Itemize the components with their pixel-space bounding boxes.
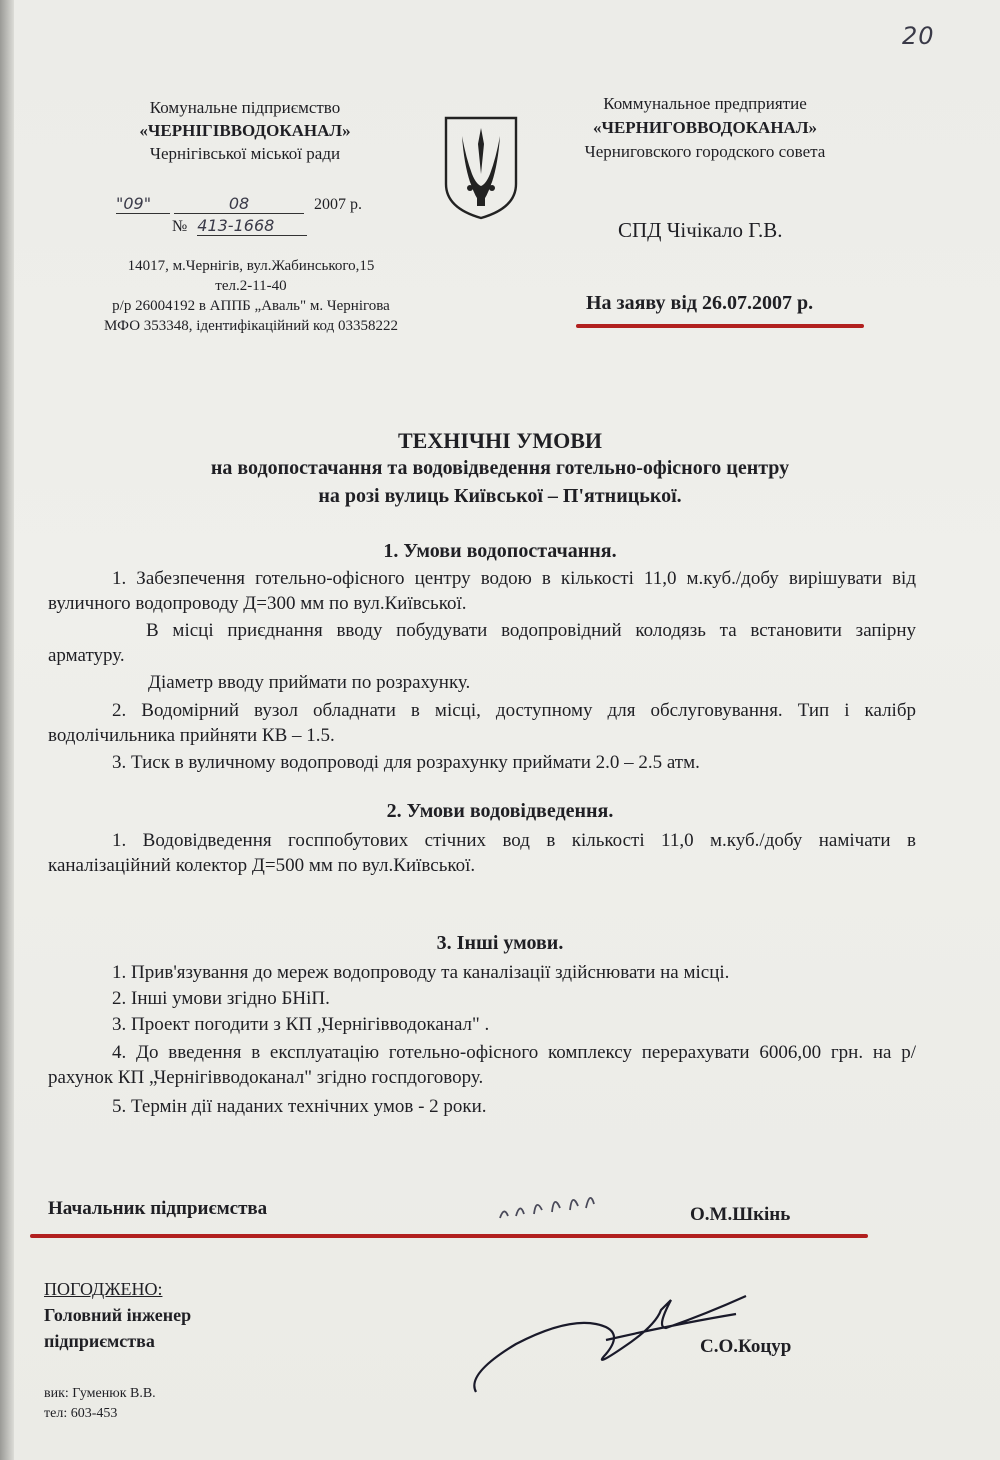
section-heading: 1. Умови водопостачання. bbox=[383, 540, 617, 562]
section-paragraph bbox=[48, 750, 916, 775]
subtitle-line: на розі вулиць Київської – П'ятницької. bbox=[318, 485, 682, 507]
address-line: тел.2-11-40 bbox=[215, 278, 287, 294]
registration-month: 08 bbox=[174, 194, 304, 214]
paragraph-text: 5. Термін дії наданих технічних умов - 2 роки. bbox=[112, 1096, 487, 1117]
section-paragraph bbox=[48, 670, 916, 695]
letterhead-ua-line3: Чернігівської міської ради bbox=[149, 144, 341, 163]
sender-address bbox=[66, 256, 436, 336]
request-underline bbox=[576, 324, 864, 328]
letterhead-ua-company: «ЧЕРНІГІВВОДОКАНАЛ» bbox=[139, 121, 351, 140]
section-paragraph bbox=[48, 828, 916, 878]
address-line: 14017, м.Чернігів, вул.Жабинського,15 bbox=[127, 258, 375, 274]
executor-line: тел: 603-453 bbox=[44, 1406, 118, 1421]
trident-emblem-icon bbox=[442, 114, 520, 222]
approval-role-line: підприємства bbox=[44, 1331, 155, 1351]
section-paragraph bbox=[48, 698, 916, 748]
section-paragraph bbox=[48, 960, 916, 985]
page-number: 20 bbox=[902, 22, 935, 50]
section-heading: 3. Інші умови. bbox=[436, 932, 564, 954]
section-heading: 2. Умови водовідведення. bbox=[386, 800, 614, 822]
paragraph-text: В місці приєднання вводу побудувати водопровідний колодязь та встановити запірну арматуру. bbox=[48, 620, 916, 666]
approval-block bbox=[44, 1276, 191, 1354]
paragraph-text: 2. Водомірний вузол обладнати в місці, доступному для обслуговування. Тип і калібр водолічильника прийняти КВ – 1.5. bbox=[48, 700, 916, 746]
signatory-role: Начальник підприємства bbox=[48, 1198, 268, 1219]
paragraph-text: 2. Інші умови згідно БНіП. bbox=[112, 988, 330, 1009]
letterhead-ru-company: «ЧЕРНИГОВВОДОКАНАЛ» bbox=[592, 118, 817, 137]
registration-number-label: № bbox=[172, 218, 188, 235]
registration-number: 413-1668 bbox=[197, 216, 307, 236]
signatory-name: О.М.Шкінь bbox=[690, 1204, 791, 1225]
request-reference: На заяву від 26.07.2007 р. bbox=[586, 292, 814, 314]
document-title: ТЕХНІЧНІ УМОВИ bbox=[397, 428, 603, 453]
section-paragraph bbox=[48, 986, 916, 1011]
paragraph-text: 3. Тиск в вуличному водопроводі для розрахунку приймати 2.0 – 2.5 атм. bbox=[112, 752, 700, 773]
registration-year: 2007 р. bbox=[314, 196, 362, 213]
letterhead-ru-line3: Черниговского городского совета bbox=[584, 142, 826, 161]
registration-day: "09" bbox=[116, 194, 170, 214]
executor-line: вик: Гуменюк В.В. bbox=[44, 1386, 156, 1401]
address-line: р/р 26004192 в АППБ „Аваль" м. Чернігова bbox=[112, 298, 390, 314]
address-line: МФО 353348, ідентифікаційний код 03358222 bbox=[104, 318, 398, 334]
signature-underline bbox=[30, 1234, 868, 1238]
section-paragraph bbox=[48, 1094, 916, 1119]
paragraph-text: Діаметр вводу приймати по розрахунку. bbox=[148, 672, 471, 693]
section-paragraph bbox=[48, 618, 916, 668]
director-signature-icon bbox=[490, 1186, 630, 1226]
paragraph-text: 1. Водовідведення госппобутових стічних вод в кількості 11,0 м.куб./добу намічати в каналізаційний колектор Д=500 мм по вул.Київської. bbox=[48, 830, 916, 876]
document-subtitle bbox=[60, 454, 940, 510]
section-paragraph bbox=[48, 1012, 916, 1037]
approval-label: ПОГОДЖЕНО: bbox=[44, 1279, 163, 1299]
section-paragraph bbox=[48, 1040, 916, 1090]
letterhead-ukrainian bbox=[80, 96, 410, 165]
paragraph-text: 1. Забезпечення готельно-офісного центру водою в кількості 11,0 м.куб./добу вирішувати від вуличного водопроводу Д=300 мм по вул.Київської. bbox=[48, 568, 916, 614]
chief-engineer-name: С.О.Коцур bbox=[700, 1336, 792, 1357]
letterhead-ru-line1: Коммунальное предприятие bbox=[603, 94, 807, 113]
subtitle-line: на водопостачання та водовідведення готельно-офісного центру bbox=[210, 457, 790, 479]
approval-role-line: Головний інженер bbox=[44, 1305, 192, 1325]
paragraph-text: 1. Прив'язування до мереж водопроводу та каналізації здійснювати на місці. bbox=[112, 962, 730, 983]
executor-info bbox=[44, 1384, 156, 1424]
letterhead-russian bbox=[530, 92, 880, 164]
paragraph-text: 4. До введення в експлуатацію готельно-офісного комплексу перерахувати 6006,00 грн. на р/рахунок КП „Чернігівводоканал" згідно госпдоговору. bbox=[48, 1042, 916, 1088]
letterhead-ua-line1: Комунальне підприємство bbox=[149, 98, 341, 117]
section-paragraph bbox=[48, 566, 916, 616]
recipient: СПД Чічікало Г.В. bbox=[618, 218, 783, 242]
paragraph-text: 3. Проект погодити з КП „Чернігівводоканал" . bbox=[112, 1014, 490, 1035]
registration-date-number bbox=[116, 194, 362, 236]
